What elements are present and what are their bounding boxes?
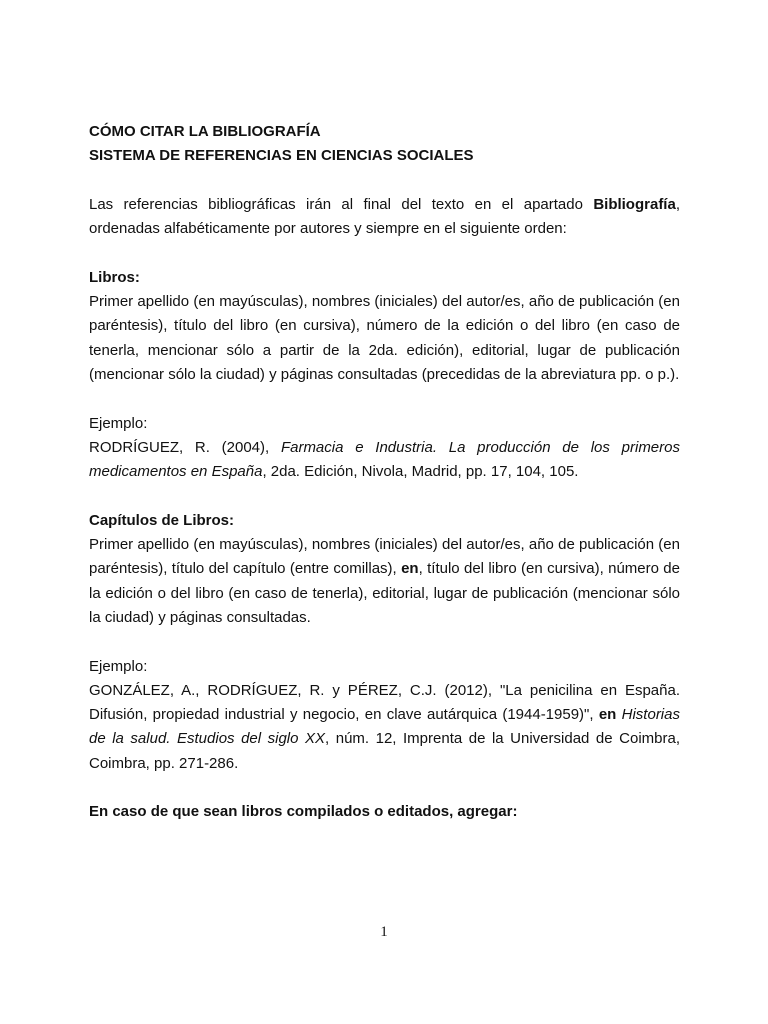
page-number: 1: [380, 924, 388, 940]
libros-example: [89, 436, 680, 485]
capitulos-example-italic: Historias de la salud. Estudios del siglo XX: [89, 706, 680, 748]
spacer: [89, 169, 680, 193]
intro-bold-word: Bibliografía: [593, 195, 676, 213]
spacer: [89, 776, 680, 800]
capitulos-example-before: GONZÁLEZ, A., RODRÍGUEZ, R. y PÉREZ, C.J. (2012), "La penicilina en España. Difusión, propiedad industrial y negocio, en clave autárquica (1944-1959)",: [89, 681, 680, 724]
capitulos-example: [89, 679, 680, 776]
capitulos-desc-after: , título del libro (en cursiva), número de la edición o del libro (en caso de tenerla), editorial, lugar de publicación (mencionar sólo la ciudad) y páginas consultadas.: [89, 560, 680, 626]
capitulos-description: [89, 533, 680, 630]
spacer: [89, 630, 680, 654]
intro-text-before: Las referencias bibliográficas irán al final del texto en el apartado: [89, 195, 594, 213]
capitulos-example-after: , núm. 12, Imprenta de la Universidad de Coimbra, Coimbra, pp. 271-286.: [89, 730, 680, 772]
section-heading-compilados: En caso de que sean libros compilados o editados, agregar:: [89, 803, 518, 821]
capitulos-example-bold: en: [598, 706, 617, 724]
intro-text-after: , ordenadas alfabéticamente por autores y siempre en el siguiente orden:: [89, 195, 680, 238]
spacer: [89, 387, 680, 411]
section-heading-libros: Libros:: [89, 268, 140, 286]
spacer: [89, 241, 680, 265]
capitulos-desc-bold: en: [401, 560, 419, 578]
intro-paragraph: [89, 193, 680, 242]
capitulos-desc-before: Primer apellido (en mayúsculas), nombres (iniciales) del autor/es, año de publicación (en paréntesis), título del capítulo (entre comillas),: [89, 536, 680, 578]
libros-example-label: Ejemplo:: [89, 414, 148, 432]
document-content: [89, 120, 680, 825]
libros-description: Primer apellido (en mayúsculas), nombres (iniciales) del autor/es, año de publicación (en paréntesis), título del libro (en cursiva), número de la edición o del libro (en caso de tenerla, mencionar sólo a partir de la 2da. edición), editorial, lugar de publicación (mencionar sólo la ciudad) y páginas consultadas (precedidas de la abreviatura pp. o p.).: [89, 293, 680, 383]
libros-example-title: Farmacia e Industria. La producción de los primeros medicamentos en España: [89, 438, 680, 481]
libros-example-rest: , 2da. Edición, Nivola, Madrid, pp. 17, 104, 105.: [262, 463, 579, 481]
document-title: CÓMO CITAR LA BIBLIOGRAFÍA: [89, 123, 321, 140]
libros-example-author: RODRÍGUEZ, R. (2004),: [89, 438, 281, 456]
capitulos-example-label: Ejemplo:: [89, 657, 148, 675]
spacer: [89, 484, 680, 508]
document-subtitle: SISTEMA DE REFERENCIAS EN CIENCIAS SOCIALES: [89, 147, 474, 165]
section-heading-capitulos: Capítulos de Libros:: [89, 511, 235, 529]
